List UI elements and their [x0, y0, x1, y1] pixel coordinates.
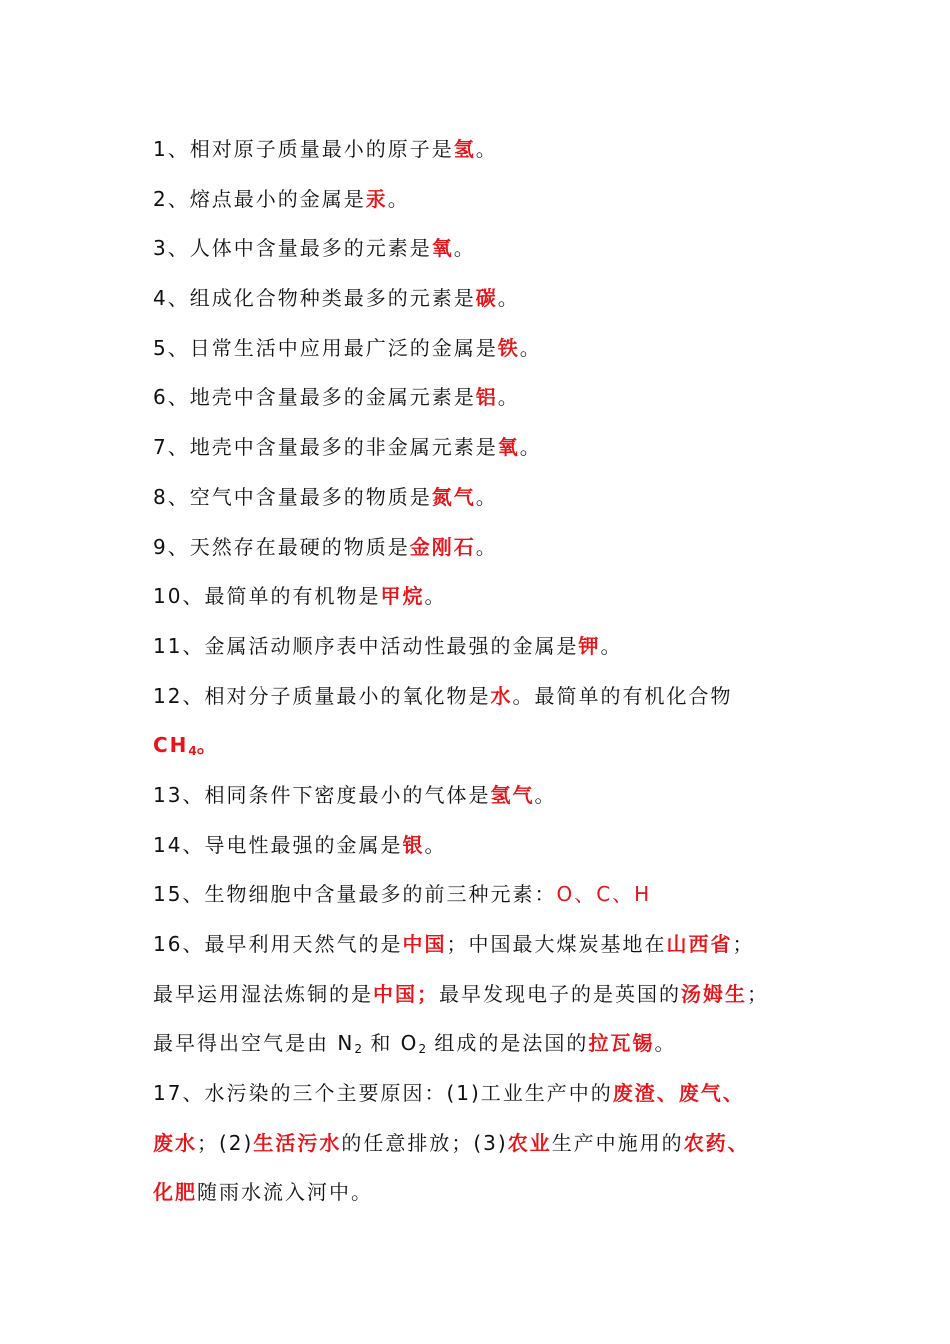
- text-segment: 。: [497, 286, 520, 311]
- text-segment: 。: [519, 335, 542, 360]
- highlighted-answer: 氧: [497, 435, 520, 460]
- text-segment: 1、相对原子质量最小的原子是: [153, 137, 454, 161]
- text-line: [153, 926, 823, 976]
- highlighted-answer: CH: [153, 733, 189, 758]
- text-segment: ；: [747, 981, 769, 1006]
- text-line: [153, 777, 823, 827]
- text-segment: 11、金属活动顺序表中活动性最强的金属是: [153, 633, 579, 658]
- text-segment: 。: [497, 385, 520, 410]
- text-line: [153, 1174, 823, 1224]
- highlighted-answer: 4: [188, 744, 197, 759]
- text-line: [153, 976, 823, 1026]
- text-segment: 随雨水流入河中。: [197, 1180, 373, 1205]
- text-segment: 。: [424, 832, 447, 857]
- highlighted-answer: 甲烷: [380, 584, 425, 609]
- highlighted-answer: 金刚石: [409, 534, 476, 559]
- text-line: [153, 727, 823, 777]
- highlighted-answer: 铁: [497, 335, 520, 360]
- text-segment: 。: [519, 435, 542, 460]
- highlighted-answer: 汞: [365, 186, 388, 211]
- text-segment: 7、地壳中含量最多的非金属元素是: [153, 435, 498, 460]
- highlighted-answer: 山西省: [666, 932, 733, 956]
- highlighted-answer: 铝: [475, 385, 498, 410]
- text-segment: 生产中施用的: [551, 1130, 684, 1155]
- text-line: [153, 1025, 823, 1075]
- highlighted-answer: 废渣、废气、: [612, 1081, 745, 1106]
- highlighted-answer: 氧: [431, 236, 454, 261]
- text-segment: 8、空气中含量最多的物质是: [153, 484, 432, 509]
- highlighted-answer: 中国；: [373, 981, 439, 1006]
- highlighted-answer: 汤姆生: [681, 981, 747, 1006]
- text-segment: 2、熔点最小的金属是: [153, 186, 366, 211]
- text-segment: 。: [453, 236, 476, 261]
- text-line: [153, 429, 823, 479]
- text-line: [153, 1075, 823, 1125]
- highlighted-answer: 氢气: [490, 782, 535, 807]
- highlighted-answer: 。: [196, 733, 219, 758]
- text-segment: 。: [475, 137, 498, 161]
- text-segment: 4、组成化合物种类最多的元素是: [153, 286, 476, 311]
- text-line: [153, 230, 823, 280]
- text-segment: 。: [475, 484, 498, 509]
- text-segment: 。: [600, 633, 623, 658]
- text-segment: 3、人体中含量最多的元素是: [153, 236, 432, 261]
- text-segment: 最早运用湿法炼铜的是: [153, 981, 373, 1006]
- text-segment: 9、天然存在最硬的物质是: [153, 534, 410, 559]
- highlighted-answer: O、C、H: [556, 882, 652, 907]
- text-segment: 。: [424, 584, 447, 609]
- text-line: [153, 181, 823, 231]
- text-line: [153, 678, 823, 728]
- text-segment: 10、最简单的有机物是: [153, 584, 381, 609]
- text-segment: 15、生物细胞中含量最多的前三种元素：: [153, 882, 557, 907]
- text-segment: ；(2): [197, 1130, 254, 1155]
- text-segment: 。: [475, 534, 498, 559]
- text-segment: 13、相同条件下密度最小的气体是: [153, 782, 491, 807]
- text-line: [153, 479, 823, 529]
- highlighted-answer: 碳: [475, 286, 498, 311]
- text-segment: 和 O: [361, 1031, 419, 1056]
- text-line: [153, 280, 823, 330]
- highlighted-answer: 银: [402, 832, 425, 857]
- text-segment: 16、最早利用天然气的是: [153, 932, 403, 956]
- text-segment: 组成的是法国的: [426, 1031, 589, 1056]
- highlighted-answer: 水: [490, 683, 513, 708]
- text-line: [153, 379, 823, 429]
- text-segment: 。: [534, 782, 557, 807]
- text-line: [153, 330, 823, 380]
- text-line: [153, 578, 823, 628]
- text-segment: 6、地壳中含量最多的金属元素是: [153, 385, 476, 410]
- text-segment: 2: [418, 1042, 427, 1057]
- text-segment: ；中国最大煤炭基地在: [446, 932, 667, 956]
- text-segment: 。: [654, 1031, 677, 1056]
- highlighted-answer: 农药、: [683, 1130, 750, 1155]
- text-line: [153, 876, 823, 926]
- highlighted-answer: 生活污水: [253, 1130, 342, 1155]
- text-line: [153, 529, 823, 579]
- text-segment: 12、相对分子质量最小的氧化物是: [153, 683, 491, 708]
- text-segment: 的任意排放；(3): [341, 1130, 508, 1155]
- highlighted-answer: 钾: [578, 633, 601, 658]
- text-segment: 最早发现电子的是英国的: [439, 981, 681, 1006]
- text-segment: ；: [732, 932, 755, 956]
- text-segment: 最早得出空气是由 N: [153, 1031, 355, 1056]
- highlighted-answer: 废水: [153, 1130, 197, 1155]
- document-body: [153, 131, 823, 1224]
- highlighted-answer: 中国: [402, 932, 447, 956]
- text-segment: 。最简单的有机化合物: [512, 683, 733, 708]
- text-line: [153, 628, 823, 678]
- text-line: [153, 131, 823, 181]
- highlighted-answer: 农业: [507, 1130, 552, 1155]
- highlighted-answer: 拉瓦锡: [588, 1031, 655, 1056]
- text-segment: 14、导电性最强的金属是: [153, 832, 403, 857]
- highlighted-answer: 氢: [453, 137, 476, 161]
- text-line: [153, 827, 823, 877]
- text-segment: 2: [354, 1042, 362, 1057]
- text-segment: 5、日常生活中应用最广泛的金属是: [153, 335, 498, 360]
- text-line: [153, 1125, 823, 1175]
- text-segment: 17、水污染的三个主要原因：(1)工业生产中的: [153, 1081, 613, 1106]
- highlighted-answer: 化肥: [153, 1180, 197, 1205]
- text-segment: 。: [387, 186, 410, 211]
- highlighted-answer: 氮气: [431, 484, 476, 509]
